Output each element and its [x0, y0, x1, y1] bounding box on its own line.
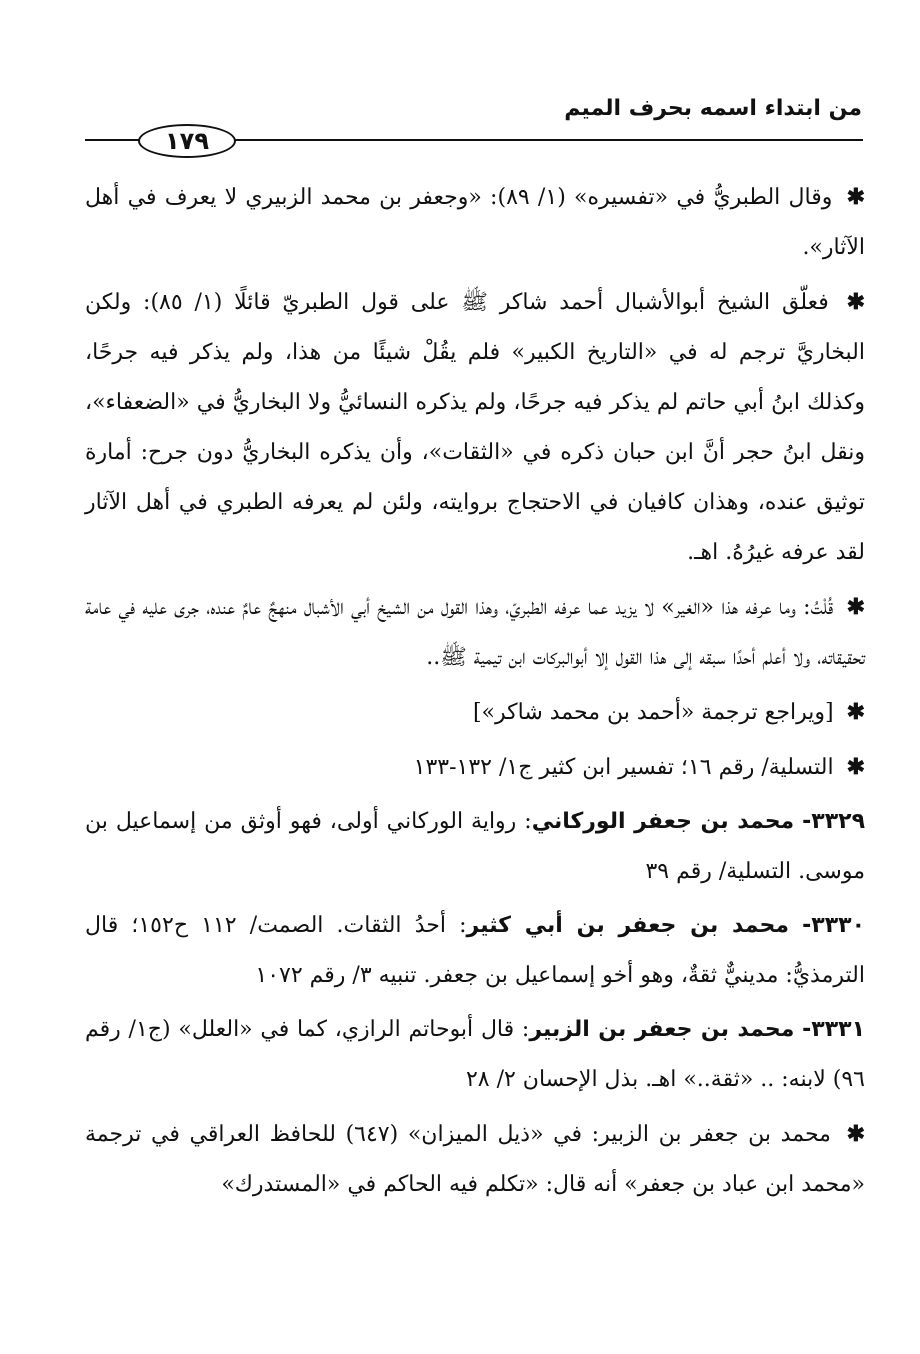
- bullet-icon: ✱: [846, 594, 865, 620]
- paragraph-text: محمد بن جعفر بن الزبير: في «ذيل الميزان» (٦٤٧) للحافظ العراقي في ترجمة «محمد ابن عباد بن جعفر» أنه قال: «تكلم فيه الحاكم في «المستدرك»: [85, 1122, 865, 1197]
- bullet-icon: ✱: [846, 184, 866, 210]
- entry-number: ٣٣٣٠-: [802, 913, 865, 938]
- paragraph-text: التسلية/ رقم ١٦؛ تفسير ابن كثير ج١/ ١٣٢-١٣٣: [413, 755, 834, 780]
- entry-name: محمد بن جعفر بن أبي كثير: [466, 913, 789, 938]
- paragraph-text: فعلّق الشيخ أبوالأشبال أحمد شاكر ﷺ على قول الطبريّ قائلًا (١/ ٨٥): ولكن البخاريَّ ترجم له في «التاريخ الكبير» فلم يقُلْ شيئًا من هذا، ولم يذكر فيه جرحًا، وكذلك ابنُ أبي حاتم لم يذكر فيه جرحًا، ولم يذكره النسائيُّ ولا البخاريُّ في «الضعفاء»، ونقل ابنُ حجر أنَّ ابن حبان ذكره في «الثقات»، وأن يذكره البخاريُّ دون جرح: أمارة توثيق عنده، وهذان كافيان في الاحتجاج بروايته، ولئن لم يعرفه الطبري في أهل الآثار لقد عرفه غيرُهُ. اهـ.: [85, 290, 865, 565]
- paragraph-text: وقال الطبريُّ في «تفسيره» (١/ ٨٩): «وجعفر بن محمد الزبيري لا يعرف في أهل الآثار».: [85, 185, 865, 260]
- paragraph: [85, 687, 865, 738]
- entry-text: : قال أبوحاتم الرازي، كما في «العلل» (ج١/ رقم ٩٦) لابنه: .. «ثقة..» اهـ. بذل الإحسان ٢/ ٢٨: [85, 1017, 865, 1092]
- paragraph: [85, 582, 865, 683]
- entry-number: ٣٣٣١-: [802, 1017, 865, 1042]
- paragraph: [85, 742, 865, 793]
- page-number: ١٧٩: [138, 124, 236, 158]
- entry: [85, 1005, 865, 1105]
- running-header: من ابتداء اسمه بحرف الميم: [564, 96, 862, 121]
- bullet-icon: ✱: [846, 1121, 866, 1147]
- bullet-icon: ✱: [846, 754, 865, 780]
- entry: [85, 797, 865, 897]
- bullet-icon: ✱: [846, 289, 865, 315]
- paragraph-text: [ويراجع ترجمة «أحمد بن محمد شاكر»]: [472, 700, 834, 725]
- paragraph: [85, 172, 865, 273]
- entry: [85, 901, 865, 1001]
- paragraph-text: قُلْتُ: وما عرفه هذا «الغير» لا يزيد عما عرفه الطبريّ، وهذا القول من الشيخ أبي الأشبال منهجٌ عامٌ عنده، جرى عليه في عامة تحقيقاته، ولا أعلم أحدًا سبقه إلى هذا القول إلا أبوالبركات ابن تيمية ﷺ..: [85, 595, 865, 670]
- entry-number: ٣٣٢٩-: [802, 809, 865, 834]
- paragraph: [85, 1109, 865, 1210]
- bullet-icon: ✱: [846, 699, 865, 725]
- entry-name: محمد بن جعفر بن الزبير: [529, 1017, 795, 1042]
- entry-text: : رواية الوركاني أولى، فهو أوثق من إسماعيل بن موسى. التسلية/ رقم ٣٩: [85, 809, 865, 884]
- page-body: [85, 172, 865, 1214]
- entry-name: محمد بن جعفر الوركاني: [531, 809, 795, 834]
- paragraph: [85, 277, 865, 578]
- entry-text: : أحدُ الثقات. الصمت/ ١١٢ ح١٥٢؛ قال الترمذيُّ: مدينيٌّ ثقةٌ، وهو أخو إسماعيل بن جعفر. تنبيه ٣/ رقم ١٠٧٢: [85, 913, 865, 988]
